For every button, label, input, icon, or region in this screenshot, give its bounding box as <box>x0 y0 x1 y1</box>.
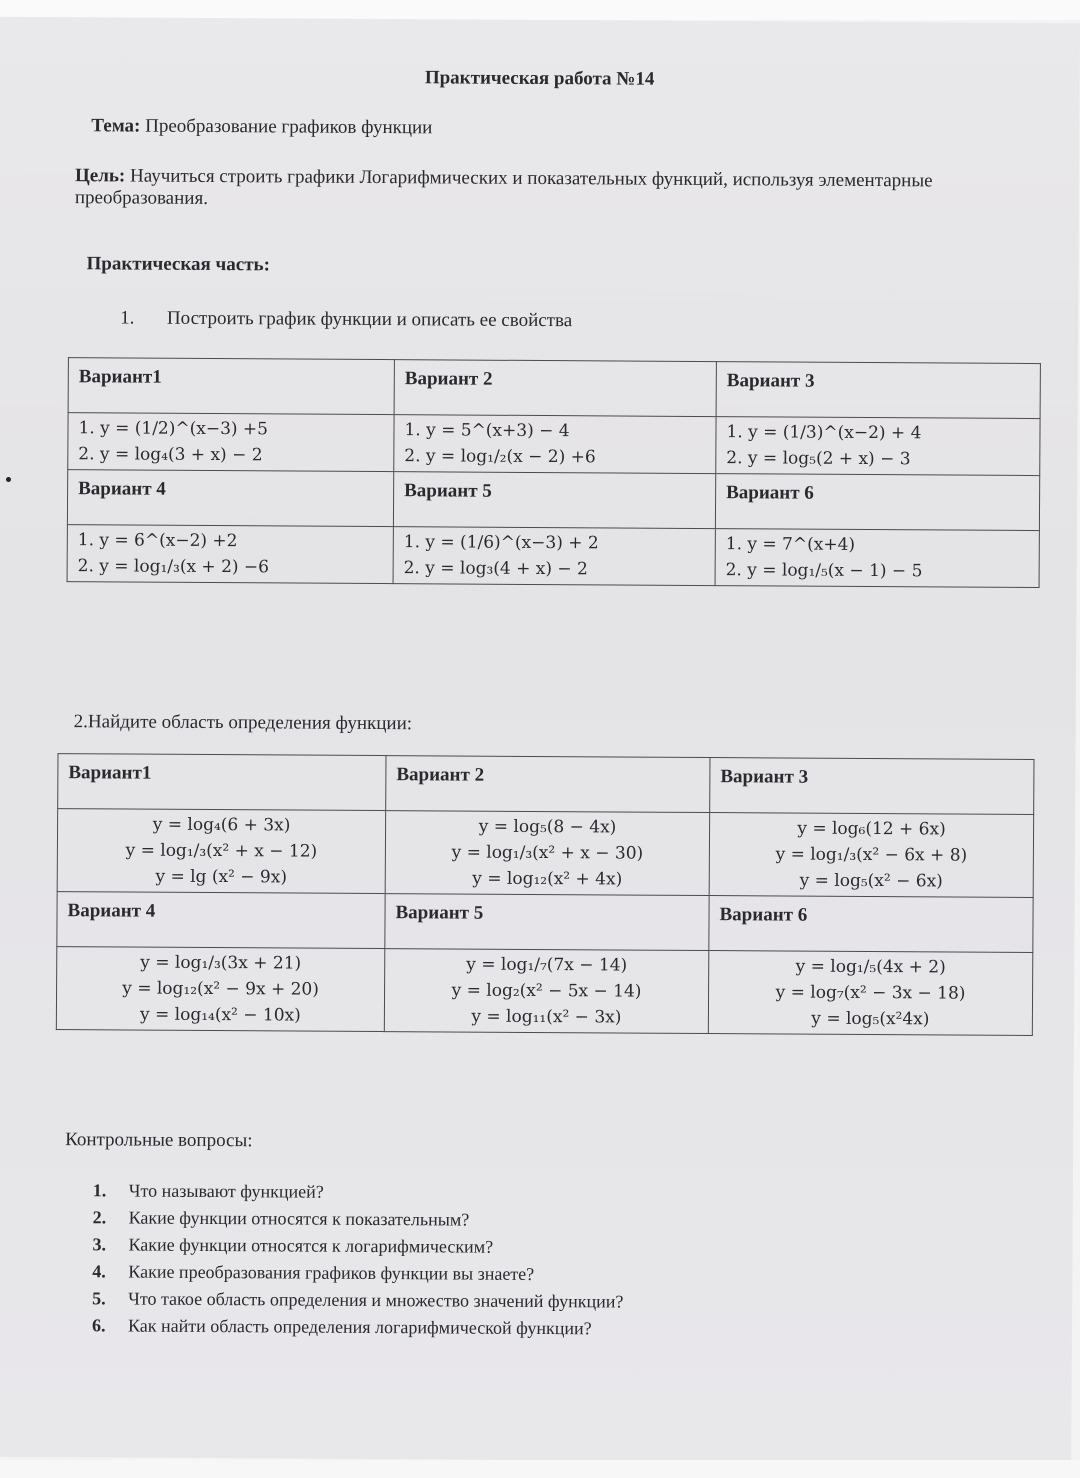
paper-sheet <box>0 17 1080 1464</box>
formula-line: y = log₂(x² − 5x − 14) <box>451 980 642 1002</box>
formula-line: y = log₁/₃(x² + x − 30) <box>451 842 644 864</box>
goal-text: Научиться строить графики Логарифмических и показательных функций, используя элементарные преобразования. <box>74 165 933 209</box>
question-number: 4. <box>92 1261 106 1282</box>
variants-table-domain <box>56 753 1035 1036</box>
question-text: Что такое область определения и множество значений функции? <box>128 1288 624 1312</box>
variant-cell <box>393 527 715 586</box>
variant-header: Вариант 2 <box>386 756 710 813</box>
formula-line: 2. y = log₁/₃(x + 2) −6 <box>77 556 270 578</box>
control-questions-heading: Контрольные вопросы: <box>65 1129 253 1152</box>
formula-line: y = log₅(8 − 4x) <box>478 816 617 838</box>
variant-header: Вариант 6 <box>715 474 1039 531</box>
goal-label: Цель: <box>74 165 126 187</box>
variant-header: Вариант 6 <box>709 896 1033 953</box>
variant-header: Вариант 5 <box>385 894 709 951</box>
table-row <box>56 947 1032 1036</box>
formula-line: y = lg (x² − 9x) <box>155 866 288 888</box>
question-text: Какие функции относятся к показательным? <box>128 1207 470 1230</box>
formula-line: 1. y = 7^(x+4) <box>725 534 856 555</box>
formula-line: y = log₁/₇(7x − 14) <box>466 954 628 976</box>
formula-line: y = log₇(x² − 3x − 18) <box>775 982 966 1004</box>
task1-text: Построить график функции и описать ее свойства <box>166 307 573 332</box>
formula-line: y = log₁/₅(4x + 2) <box>795 956 946 978</box>
variant-header: Вариант1 <box>58 754 386 811</box>
formula-line: y = log₆(12 + 6x) <box>797 818 946 840</box>
formula-line: y = log₁₂(x² − 9x + 20) <box>122 978 319 1000</box>
formula-line: y = log₁/₃(x² − 6x + 8) <box>775 844 968 866</box>
variant-cell <box>708 951 1033 1036</box>
formula-line: y = log₅(x²4x) <box>811 1008 930 1030</box>
variant-cell <box>709 813 1034 898</box>
formula-line: 1. y = (1/3)^(x−2) + 4 <box>726 422 922 444</box>
variant-header: Вариант1 <box>68 358 394 415</box>
variant-cell <box>716 417 1040 476</box>
formula-line: y = log₁₄(x² − 10x) <box>139 1004 301 1026</box>
variant-cell <box>715 529 1039 588</box>
question-number: 3. <box>92 1234 107 1255</box>
topic-label: Тема: <box>91 115 141 137</box>
task1-number: 1. <box>120 307 135 329</box>
question-text: Какие преобразования графиков функции вы знаете? <box>128 1261 535 1284</box>
variant-header: Вариант 4 <box>57 892 385 949</box>
list-item <box>92 1258 623 1288</box>
formula-line: y = log₄(6 + 3x) <box>152 814 291 836</box>
formula-line: y = log₁/₃(3x + 21) <box>140 952 302 974</box>
variant-cell <box>56 947 385 1032</box>
variant-header: Вариант 3 <box>710 758 1034 815</box>
variant-header: Вариант 2 <box>394 360 716 417</box>
table-row <box>68 413 1040 476</box>
formula-line: y = log₁₂(x² + 4x) <box>472 868 623 890</box>
control-questions-list <box>92 1177 624 1342</box>
variant-cell <box>385 811 710 896</box>
topic-text: Преобразование графиков функции <box>145 115 433 139</box>
variant-cell <box>57 809 386 894</box>
variant-cell <box>394 415 716 474</box>
formula-line: 1. y = 6^(x−2) +2 <box>77 530 238 552</box>
table-header-row <box>67 470 1039 531</box>
variant-cell <box>67 525 393 584</box>
goal-paragraph <box>75 165 955 214</box>
variant-header: Вариант 3 <box>716 362 1040 419</box>
task2-heading: 2.Найдите область определения функции: <box>73 711 413 735</box>
topic-line <box>91 115 432 139</box>
question-number: 6. <box>91 1315 106 1336</box>
list-item <box>92 1231 623 1261</box>
variant-cell <box>68 413 394 472</box>
question-text: Как найти область определения логарифмической функции? <box>127 1315 592 1339</box>
question-number: 1. <box>92 1180 107 1201</box>
list-item <box>93 1177 624 1207</box>
formula-line: 1. y = (1/6)^(x−3) + 2 <box>403 532 599 554</box>
practical-part-heading: Практическая часть: <box>86 253 271 276</box>
formula-line: 1. y = (1/2)^(x−3) +5 <box>78 418 269 440</box>
list-item <box>92 1312 623 1342</box>
page-title: Практическая работа №14 <box>424 67 655 90</box>
formula-line: 2. y = log₃(4 + x) − 2 <box>403 558 588 580</box>
table-header-row <box>58 754 1034 815</box>
variant-header: Вариант 5 <box>393 472 715 529</box>
variant-header: Вариант 4 <box>67 470 393 527</box>
formula-line: y = log₅(x² − 6x) <box>799 870 943 892</box>
formula-line: y = log₁/₃(x² + x − 12) <box>125 840 318 862</box>
table-row <box>57 809 1033 898</box>
table-header-row <box>57 892 1033 953</box>
formula-line: 2. y = log₁/₂(x − 2) +6 <box>404 446 596 468</box>
question-text: Какие функции относятся к логарифмическим? <box>128 1234 494 1257</box>
photo-background-bottom <box>0 1460 1080 1478</box>
task1-line <box>120 307 572 332</box>
formula-line: 2. y = log₅(2 + x) − 3 <box>726 448 911 470</box>
table-header-row <box>68 358 1040 419</box>
variants-table-graphs <box>67 357 1041 588</box>
margin-dot <box>6 477 11 482</box>
list-item <box>93 1204 624 1234</box>
formula-line: 2. y = log₁/₅(x − 1) − 5 <box>725 560 923 582</box>
list-item <box>92 1285 623 1315</box>
formula-line: 1. y = 5^(x+3) − 4 <box>404 420 570 442</box>
formula-line: 2. y = log₄(3 + x) − 2 <box>78 444 263 466</box>
question-text: Что называют функцией? <box>128 1180 324 1202</box>
question-number: 2. <box>92 1207 107 1228</box>
variant-cell <box>384 949 709 1034</box>
formula-line: y = log₁₁(x² − 3x) <box>471 1006 622 1028</box>
question-number: 5. <box>92 1288 106 1309</box>
table-row <box>67 525 1039 588</box>
